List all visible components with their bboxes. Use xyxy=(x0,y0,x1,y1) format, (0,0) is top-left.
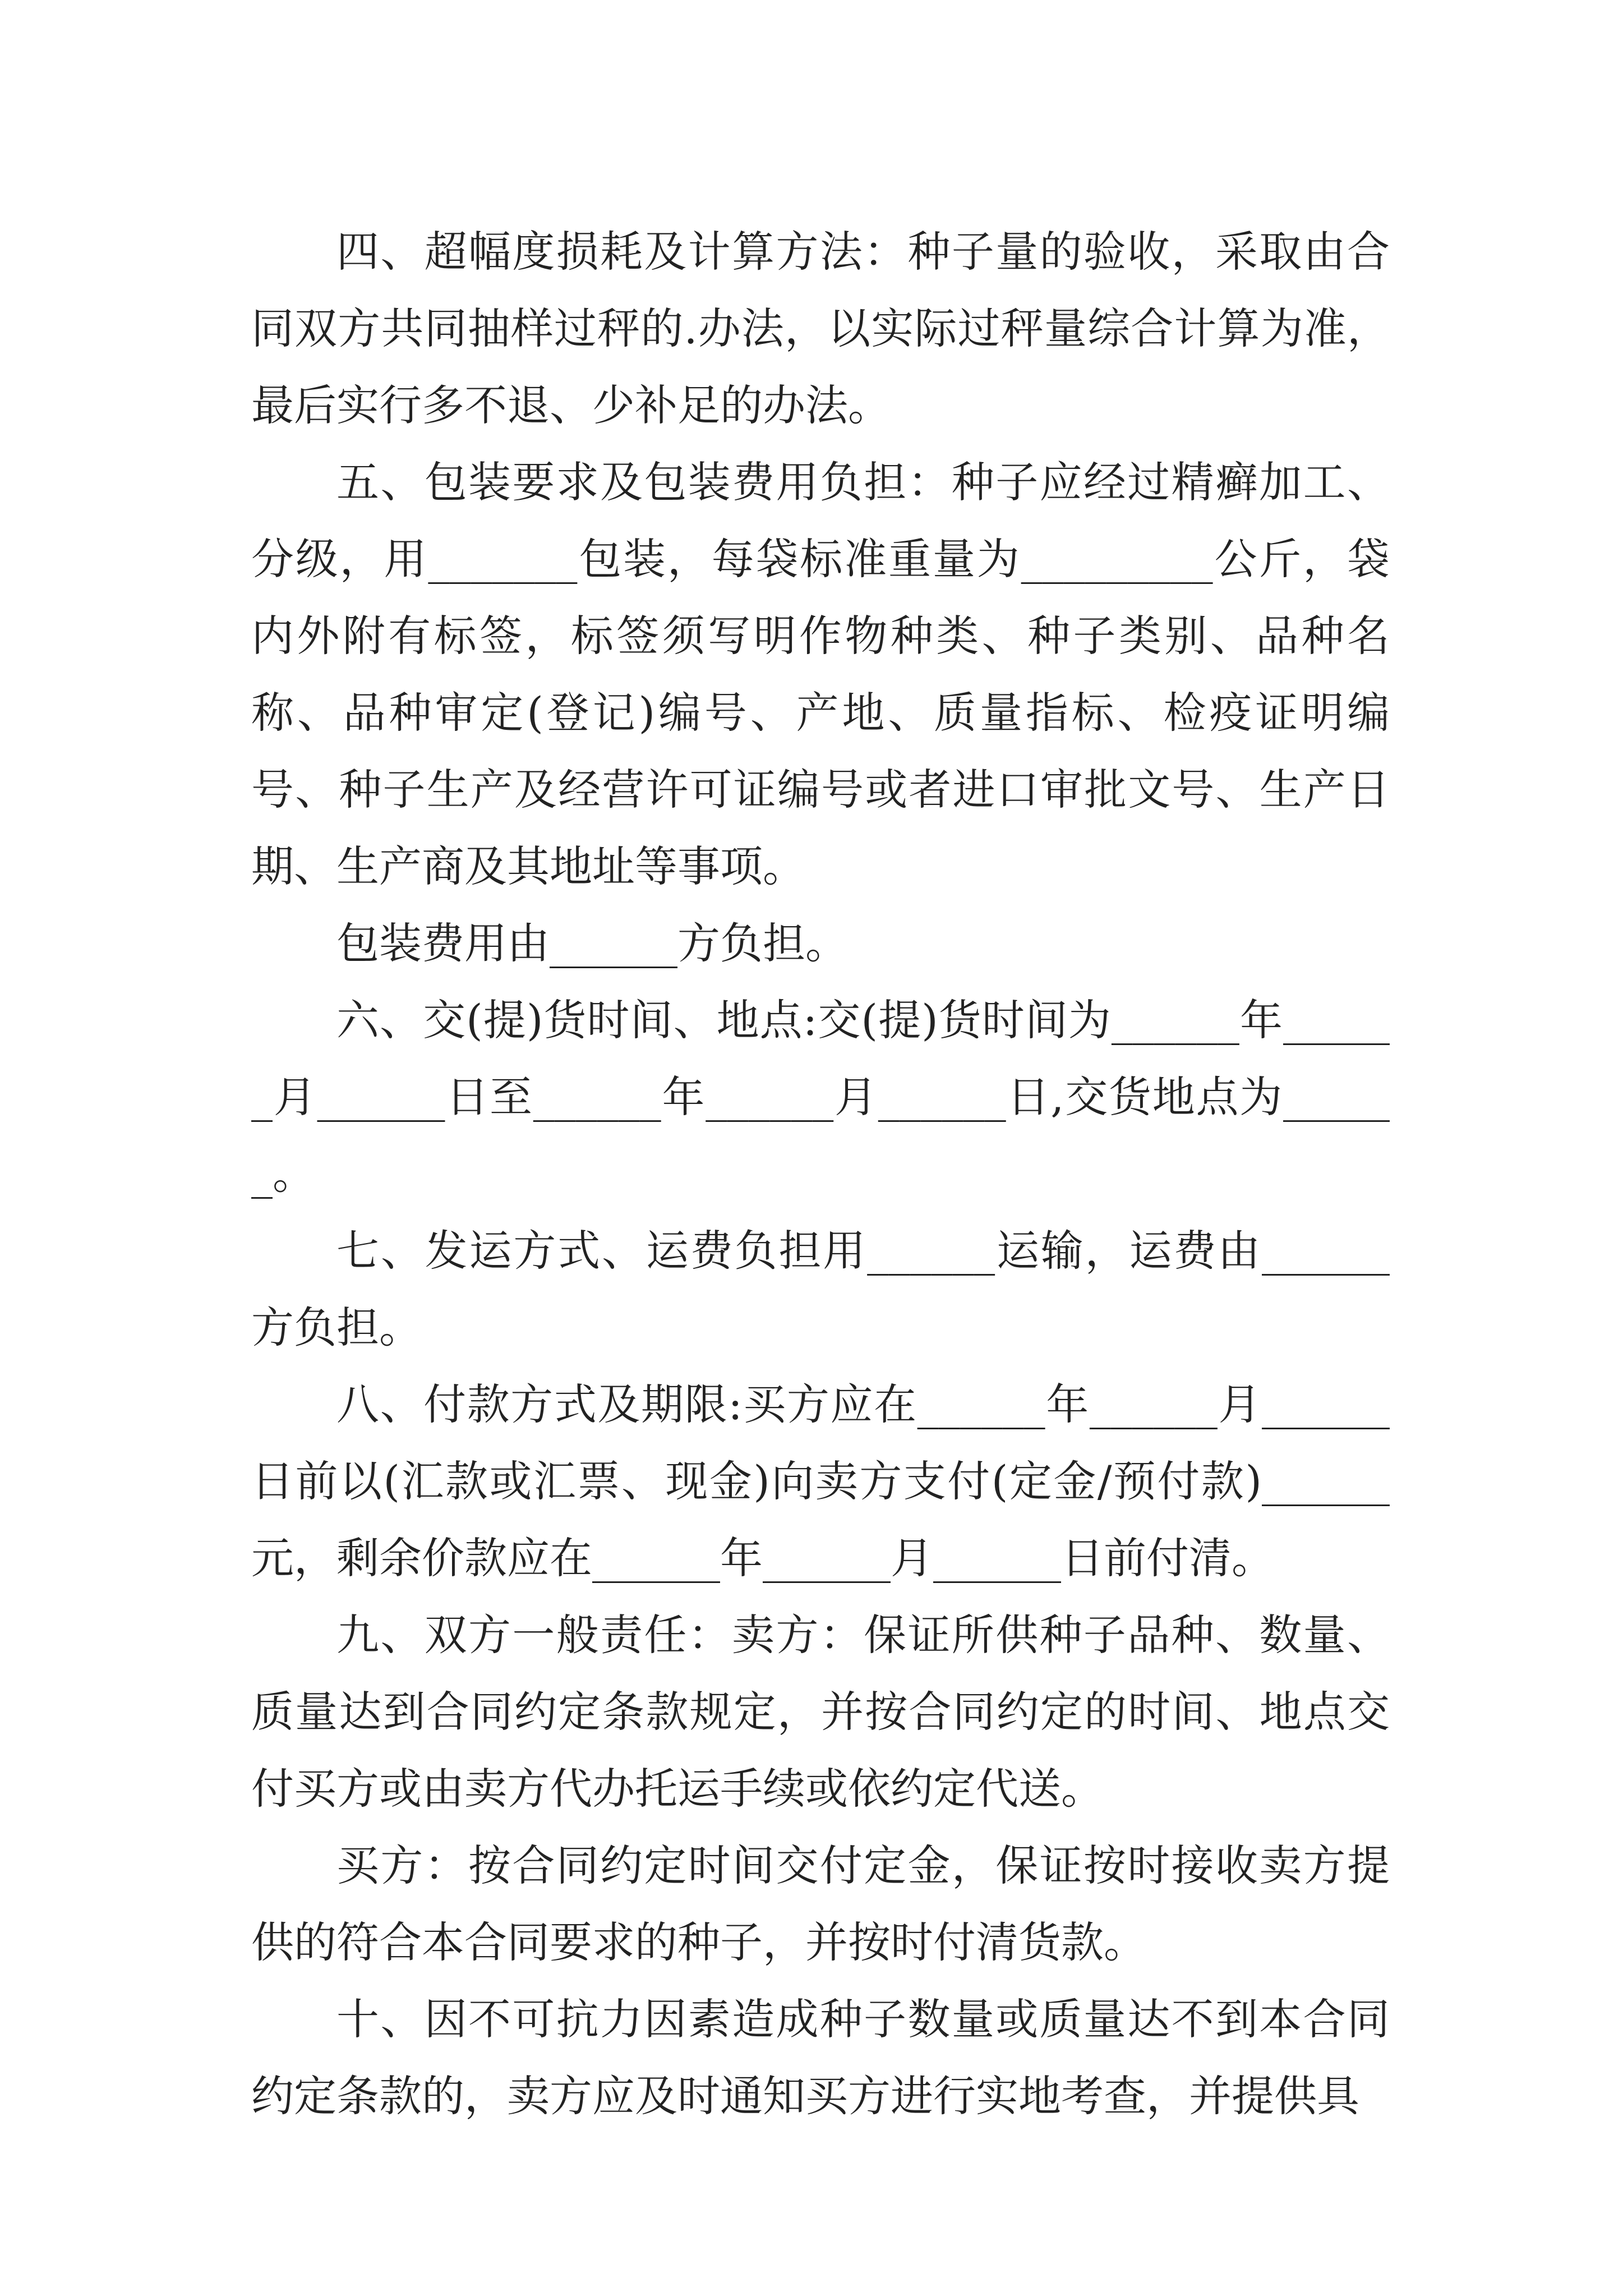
clause-nine-paragraph: 九、双方一般责任：卖方：保证所供种子品种、数量、质量达到合同约定条款规定，并按合同约定的时间、地点交付买方或由卖方代办托运手续或依约定代送。 xyxy=(251,1610,1390,1814)
clause-six-paragraph: 六、交(提)货时间、地点:交(提)货时间为______年______月______日至______年______月______日,交货地点为______。 xyxy=(251,995,1390,1199)
buyer-duty-paragraph: 买方：按合同约定时间交付定金，保证按时接收卖方提供的符合本合同要求的种子，并按时付清货款。 xyxy=(251,1841,1390,1967)
packaging-cost-paragraph: 包装费用由______方负担。 xyxy=(336,918,848,968)
clause-ten-paragraph: 十、因不可抗力因素造成种子数量或质量达不到本合同约定条款的，卖方应及时通知买方进行实地考查，并提供具 xyxy=(251,1994,1390,2121)
clause-five-paragraph: 五、包装要求及包装费用负担：种子应经过精癣加工、分级，用_______包装，每袋标准重量为_________公斤，袋内外附有标签，标签须写明作物种类、种子类别、品种名称、品种审定(登记)编号、产地、质量指标、检疫证明编号、种子生产及经营许可证编号或者进口审批文号、生产日期、生产商及其地址等事项。 xyxy=(251,457,1390,891)
clause-four-paragraph: 四、超幅度损耗及计算方法：种子量的验收，采取由合同双方共同抽样过秤的.办法，以实际过秤量综合计算为准，最后实行多不退、少补足的办法。 xyxy=(251,227,1390,430)
clause-eight-paragraph: 八、付款方式及期限:买方应在______年______月______日前以(汇款或汇票、现金)向卖方支付(定金/预付款)______元，剩余价款应在______年______月______日前付清。 xyxy=(251,1379,1390,1583)
document-page xyxy=(251,213,1390,2134)
clause-seven-paragraph: 七、发运方式、运费负担用______运输，运费由______方负担。 xyxy=(251,1226,1390,1352)
